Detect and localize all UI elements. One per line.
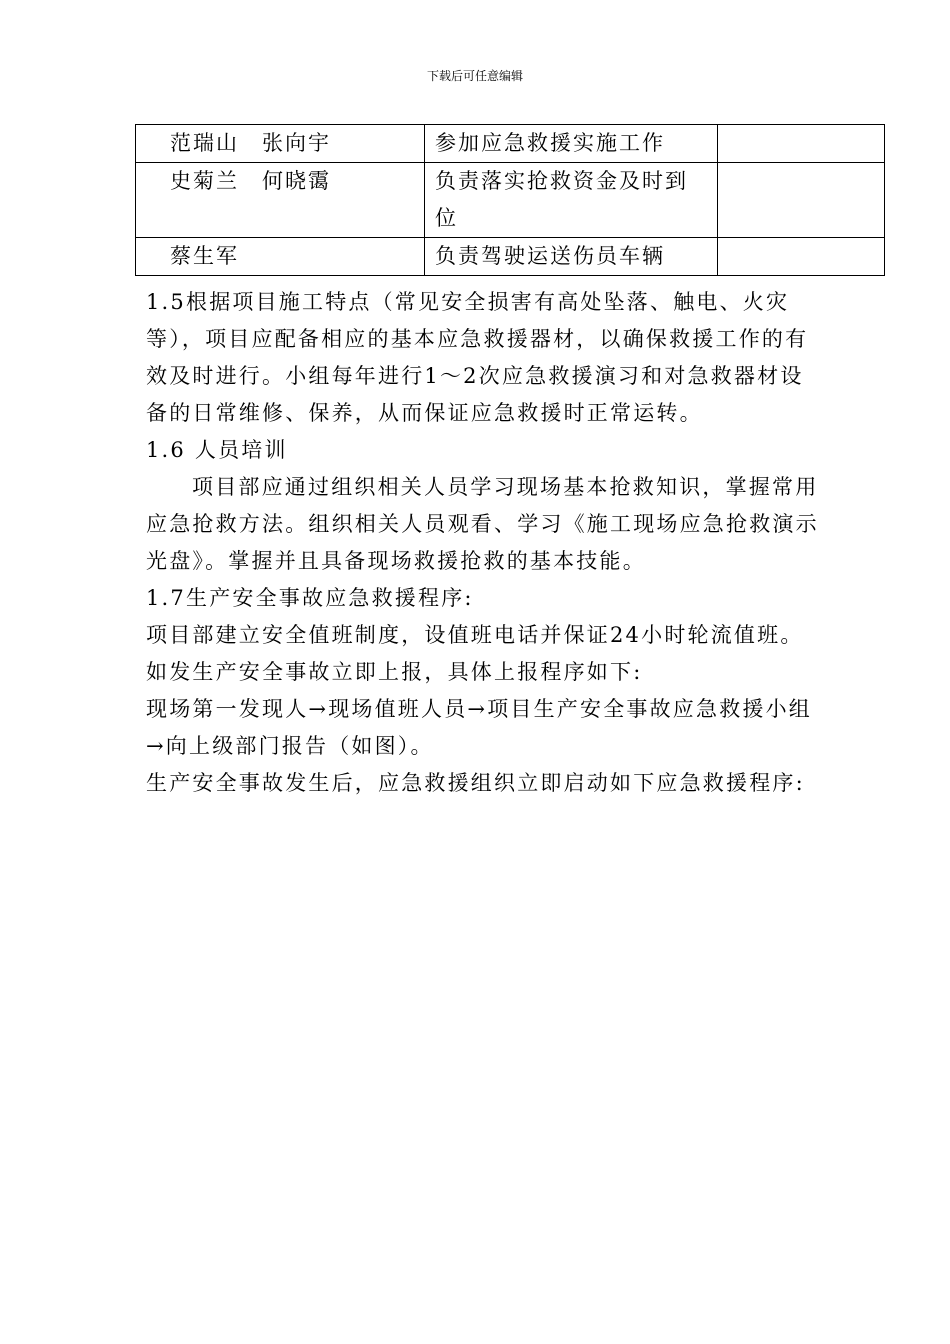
table-cell-duty: 参加应急救援实施工作 (425, 125, 718, 163)
responsibility-table (135, 124, 885, 276)
table-cell-names: 蔡生军 (136, 238, 425, 276)
page-header-note: 下载后可任意编辑 (426, 69, 523, 83)
paragraph-rescue-start: 生产安全事故发生后，应急救援组织立即启动如下应急救援程序: (146, 771, 805, 795)
paragraph-report-intro: 如发生产安全事故立即上报，具体上报程序如下: (146, 660, 643, 684)
section-heading-procedure: 1.7生产安全事故应急救援程序: (146, 586, 474, 610)
paragraph-equipment: 1.5根据项目施工特点（常见安全损害有高处坠落、触电、火灾等），项目应配备相应的基本应急救援器材，以确保救援工作的有效及时进行。小组每年进行1～2次应急救援演习和对急救器材设备的日常维修、保养，从而保证应急救援时正常运转。 (146, 290, 809, 425)
paragraph-duty-system: 项目部建立安全值班制度，设值班电话并保证24小时轮流值班。 (146, 623, 804, 647)
table-cell-duty: 负责驾驶运送伤员车辆 (425, 238, 718, 276)
table-cell-names: 史菊兰 何晓霭 (136, 163, 425, 238)
table-cell-duty: 负责落实抢救资金及时到位 (425, 163, 718, 238)
paragraph-training: 项目部应通过组织相关人员学习现场基本抢救知识，掌握常用应急抢救方法。组织相关人员观看、学习《施工现场应急抢救演示光盘》。掌握并且具备现场救援抢救的基本技能。 (146, 475, 819, 573)
table-cell-remark (718, 125, 885, 163)
table-row (136, 125, 885, 163)
table-cell-names: 范瑞山 张向宇 (136, 125, 425, 163)
table-cell-remark (718, 163, 885, 238)
table-row (136, 238, 885, 276)
section-heading-training: 1.6 人员培训 (146, 438, 288, 462)
table-cell-remark (718, 238, 885, 276)
document-body (146, 284, 826, 802)
table-row (136, 163, 885, 238)
paragraph-report-chain: 现场第一发现人→现场值班人员→项目生产安全事故应急救援小组→向上级部门报告（如图）。 (146, 697, 812, 758)
